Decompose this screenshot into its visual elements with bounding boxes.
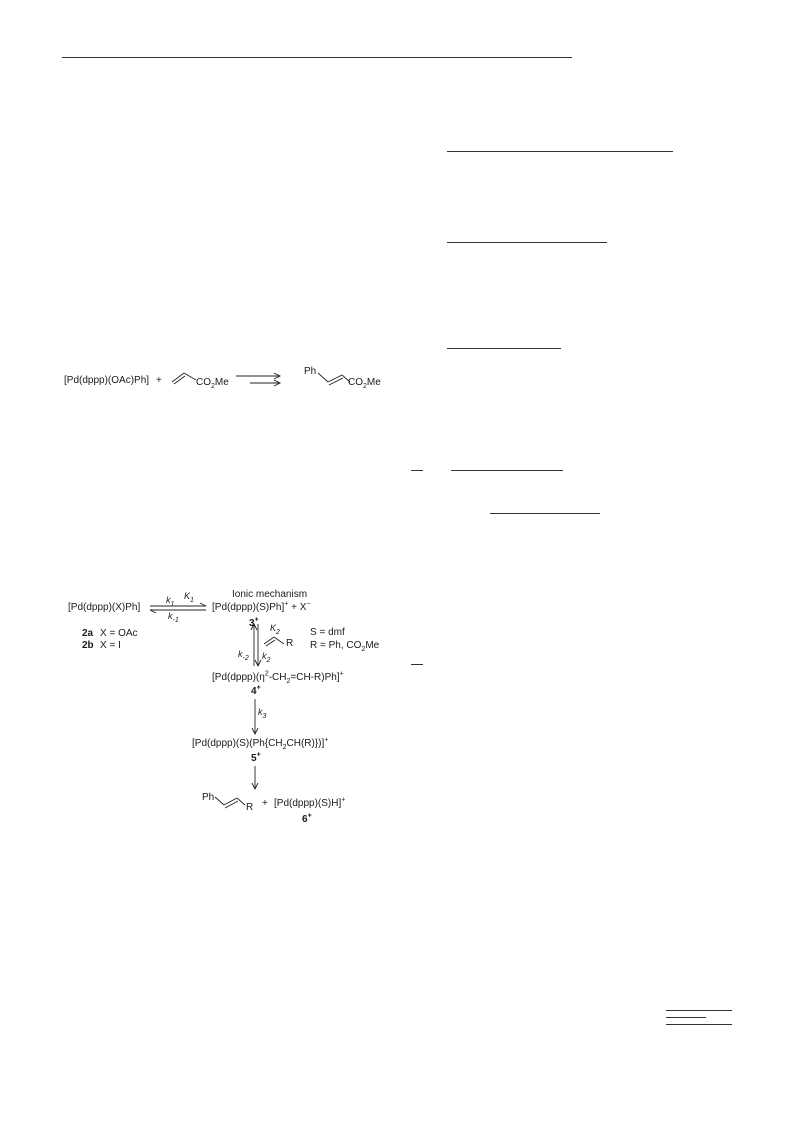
product-phenyl: Ph (304, 366, 317, 377)
acrylate-ester-group: $CO_2Me$ (196, 377, 229, 390)
definition-2a: X = OAc (100, 628, 138, 639)
equilibrium-arrows (148, 603, 210, 615)
solvent-definition: S = dmf (310, 627, 345, 638)
arrow-to-5 (250, 698, 260, 738)
plus-sign: + (262, 798, 268, 809)
complex-5: $[Pd(dppp)(S)(Ph\{CH_2CH(R)\})]^+$ (192, 736, 329, 751)
start-complex: [Pd(dppp)(X)Ph] (68, 602, 141, 613)
compound-label-3: 3+ (249, 616, 259, 629)
complex-6: [Pd(dppp)(S)H]+ (274, 796, 346, 809)
vertical-equilibrium-arrows (250, 622, 262, 668)
text-underline (447, 151, 673, 152)
text-underline (411, 664, 423, 665)
alkene-structure (262, 634, 288, 650)
text-underline (490, 513, 600, 514)
k-minus2-label: $k_{-2}$ (238, 649, 249, 662)
k3-label: $k_3$ (258, 707, 267, 720)
reactant-complex: [Pd(dppp)(OAc)Ph] (64, 375, 150, 386)
k-minus1-label: $k_{-1}$ (168, 611, 179, 624)
product-phenyl: Ph (202, 792, 215, 803)
header-rule (62, 57, 572, 58)
arrow-to-products (250, 765, 260, 793)
mechanism-title: Ionic mechanism (232, 589, 308, 600)
definition-2b: X = I (100, 640, 121, 651)
plus-sign: + (156, 375, 162, 386)
k1-label: $k_1$ (166, 595, 175, 608)
compound-label-6: 6+ (302, 812, 312, 825)
R-definition: R = Ph, $CO_2Me$ (310, 640, 380, 653)
text-underline (447, 348, 561, 349)
complex-4: $[Pd(dppp)(\eta^2-CH_2=CH-R)Ph]^+$ (212, 670, 344, 685)
product-ester-group: $CO_2Me$ (348, 377, 381, 390)
text-underline (447, 242, 607, 243)
K1-label: $K_1$ (184, 591, 194, 604)
ionic-complex: [Pd(dppp)(S)Ph]+ + X− (212, 600, 311, 613)
K2-label: $K_2$ (270, 623, 280, 636)
footer-rule (666, 1010, 732, 1011)
product-R: R (246, 802, 254, 813)
k2-label: $k_2$ (262, 651, 271, 664)
alkene-R: R (286, 638, 294, 649)
text-underline (451, 470, 563, 471)
compound-label-4: 4+ (251, 684, 261, 697)
compound-label-5: 5+ (251, 751, 261, 764)
methyl-cinnamate-structure (316, 370, 352, 392)
alkene-product-structure (214, 795, 248, 815)
text-underline (411, 470, 423, 471)
footer-rule (666, 1017, 706, 1018)
reaction-arrows (236, 372, 284, 388)
footer-rule (666, 1024, 732, 1025)
compound-label-2b: 2b (82, 640, 94, 651)
compound-label-2a: 2a (82, 628, 94, 639)
